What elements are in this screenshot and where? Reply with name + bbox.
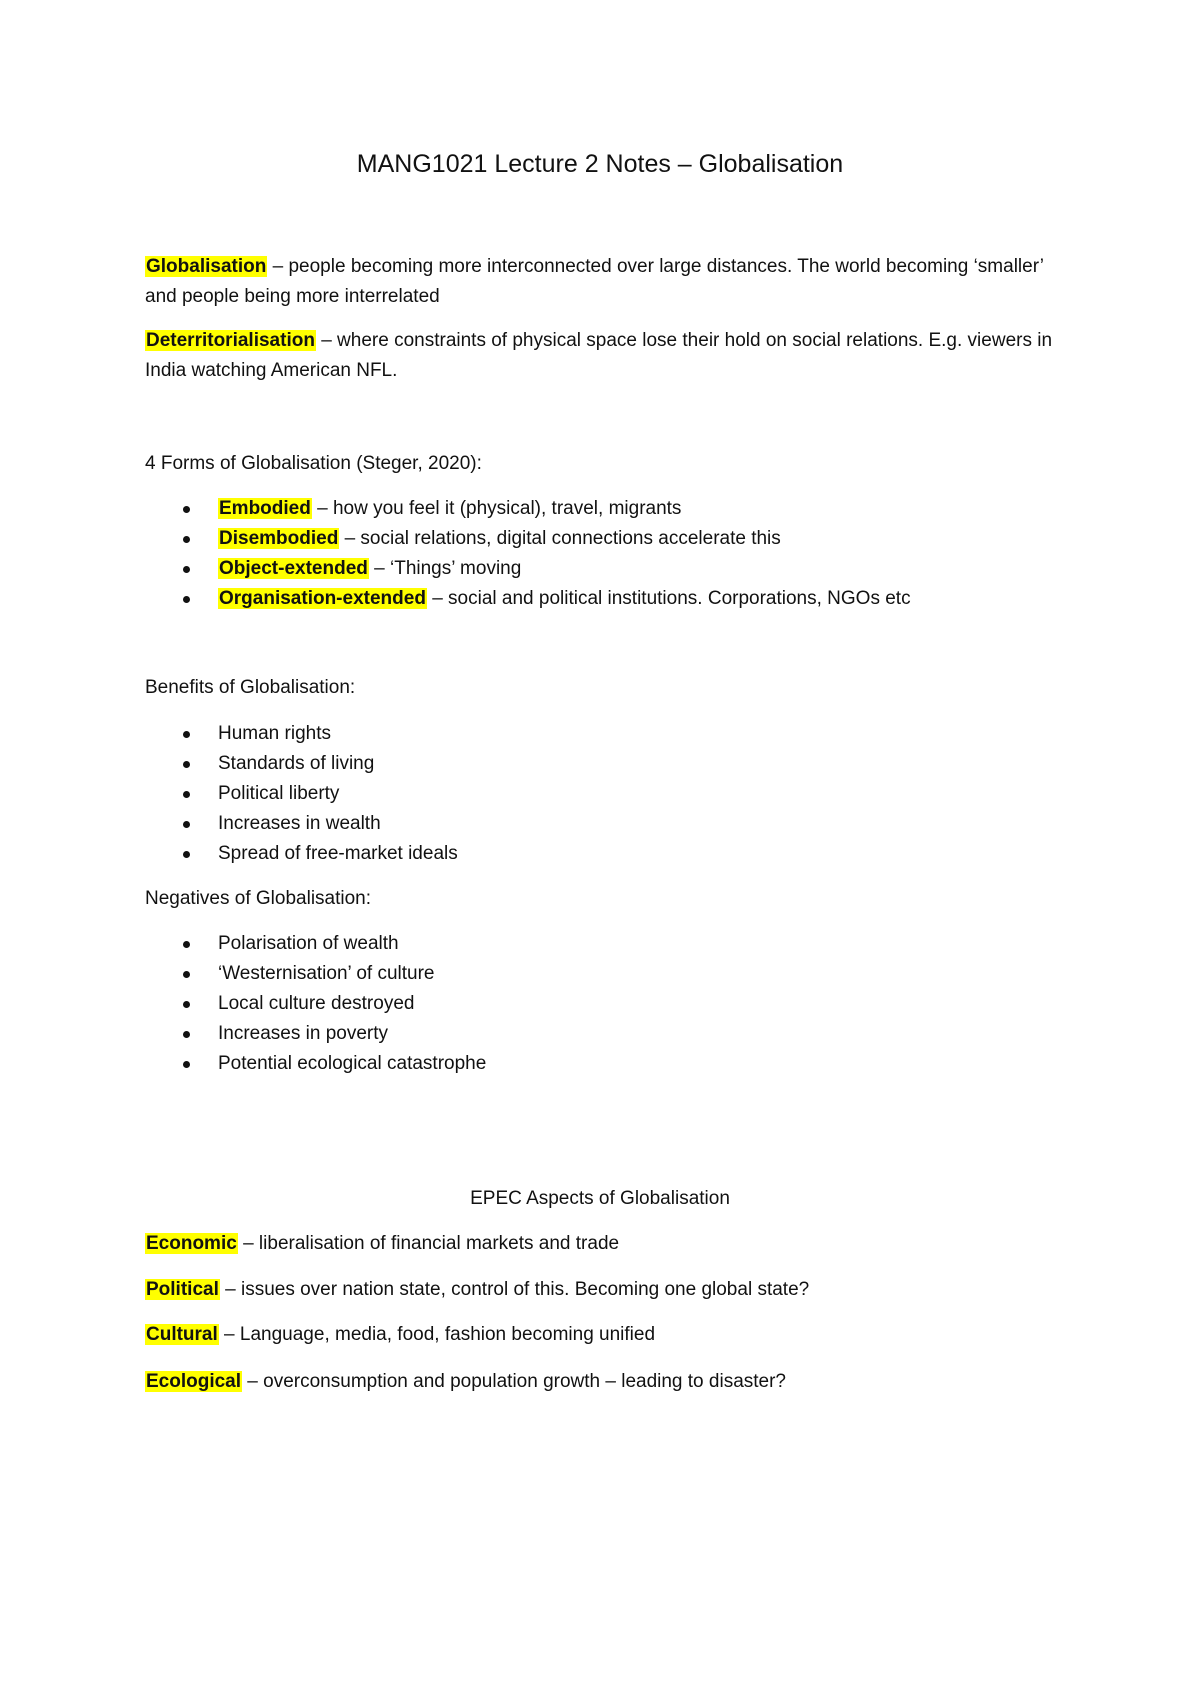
item-text: Polarisation of wealth: [218, 933, 399, 954]
epec-political: [145, 1275, 1055, 1305]
epec-text: – liberalisation of financial markets and trade: [237, 1233, 620, 1254]
item-text: Political liberty: [218, 783, 340, 804]
bullet-icon: [183, 821, 190, 828]
negatives-heading: Negatives of Globalisation:: [145, 888, 372, 909]
forms-heading: 4 Forms of Globalisation (Steger, 2020):: [145, 453, 482, 474]
epec-text: – overconsumption and population growth – leading to disaster?: [242, 1371, 786, 1392]
item-text: – ‘Things’ moving: [368, 558, 522, 579]
bullet-icon: [183, 536, 190, 543]
definition-text: – where constraints of physical space lose their hold on social relations. E.g. viewers in India watching American NFL.: [145, 330, 1053, 381]
benefits-list: [145, 719, 458, 869]
bullet-icon: [183, 1001, 190, 1008]
item-text: Increases in poverty: [218, 1023, 389, 1044]
bullet-icon: [183, 596, 190, 603]
highlighted-term: Object-extended: [219, 558, 368, 579]
list-item: [145, 1049, 486, 1079]
list-item: [145, 749, 458, 779]
list-item: [145, 959, 486, 989]
item-text: Local culture destroyed: [218, 993, 415, 1014]
epec-text: – issues over nation state, control of this. Becoming one global state?: [219, 1279, 810, 1300]
bullet-icon: [183, 851, 190, 858]
forms-list: [145, 494, 911, 614]
item-text: ‘Westernisation’ of culture: [218, 963, 435, 984]
list-item: [145, 494, 911, 524]
item-text: – social relations, digital connections accelerate this: [339, 528, 781, 549]
item-text: Human rights: [218, 723, 331, 744]
negatives-list: [145, 929, 486, 1079]
bullet-icon: [183, 761, 190, 768]
epec-heading: EPEC Aspects of Globalisation: [470, 1188, 730, 1209]
definition-deterritorialisation: [145, 326, 1055, 386]
benefits-heading: Benefits of Globalisation:: [145, 677, 356, 698]
item-text: Potential ecological catastrophe: [218, 1053, 487, 1074]
epec-ecological: [145, 1367, 1055, 1397]
epec-economic: [145, 1229, 1055, 1259]
list-item: [145, 1019, 486, 1049]
list-item: [145, 929, 486, 959]
epec-cultural: [145, 1320, 1055, 1350]
item-text: Increases in wealth: [218, 813, 381, 834]
list-item: [145, 719, 458, 749]
highlighted-term: Disembodied: [219, 528, 339, 549]
item-text: Standards of living: [218, 753, 375, 774]
document-title: MANG1021 Lecture 2 Notes – Globalisation: [356, 150, 844, 178]
bullet-icon: [183, 566, 190, 573]
highlighted-term: Economic: [146, 1233, 237, 1254]
list-item: [145, 839, 458, 869]
highlighted-term: Deterritorialisation: [146, 330, 315, 351]
highlighted-term: Ecological: [146, 1371, 242, 1392]
list-item: [145, 584, 911, 614]
highlighted-term: Political: [146, 1279, 219, 1300]
bullet-icon: [183, 971, 190, 978]
definition-globalisation: [145, 252, 1055, 312]
bullet-icon: [183, 1061, 190, 1068]
highlighted-term: Globalisation: [146, 256, 267, 277]
item-text: – how you feel it (physical), travel, migrants: [311, 498, 682, 519]
list-item: [145, 809, 458, 839]
list-item: [145, 554, 911, 584]
highlighted-term: Organisation-extended: [219, 588, 426, 609]
epec-text: – Language, media, food, fashion becoming unified: [218, 1324, 656, 1345]
item-text: Spread of free-market ideals: [218, 843, 458, 864]
bullet-icon: [183, 506, 190, 513]
bullet-icon: [183, 941, 190, 948]
item-text: – social and political institutions. Corporations, NGOs etc: [426, 588, 911, 609]
list-item: [145, 524, 911, 554]
bullet-icon: [183, 791, 190, 798]
bullet-icon: [183, 1031, 190, 1038]
list-item: [145, 779, 458, 809]
list-item: [145, 989, 486, 1019]
bullet-icon: [183, 731, 190, 738]
highlighted-term: Cultural: [146, 1324, 218, 1345]
definition-text: – people becoming more interconnected over large distances. The world becoming ‘smaller’ and people being more interrelated: [145, 256, 1044, 307]
highlighted-term: Embodied: [219, 498, 311, 519]
